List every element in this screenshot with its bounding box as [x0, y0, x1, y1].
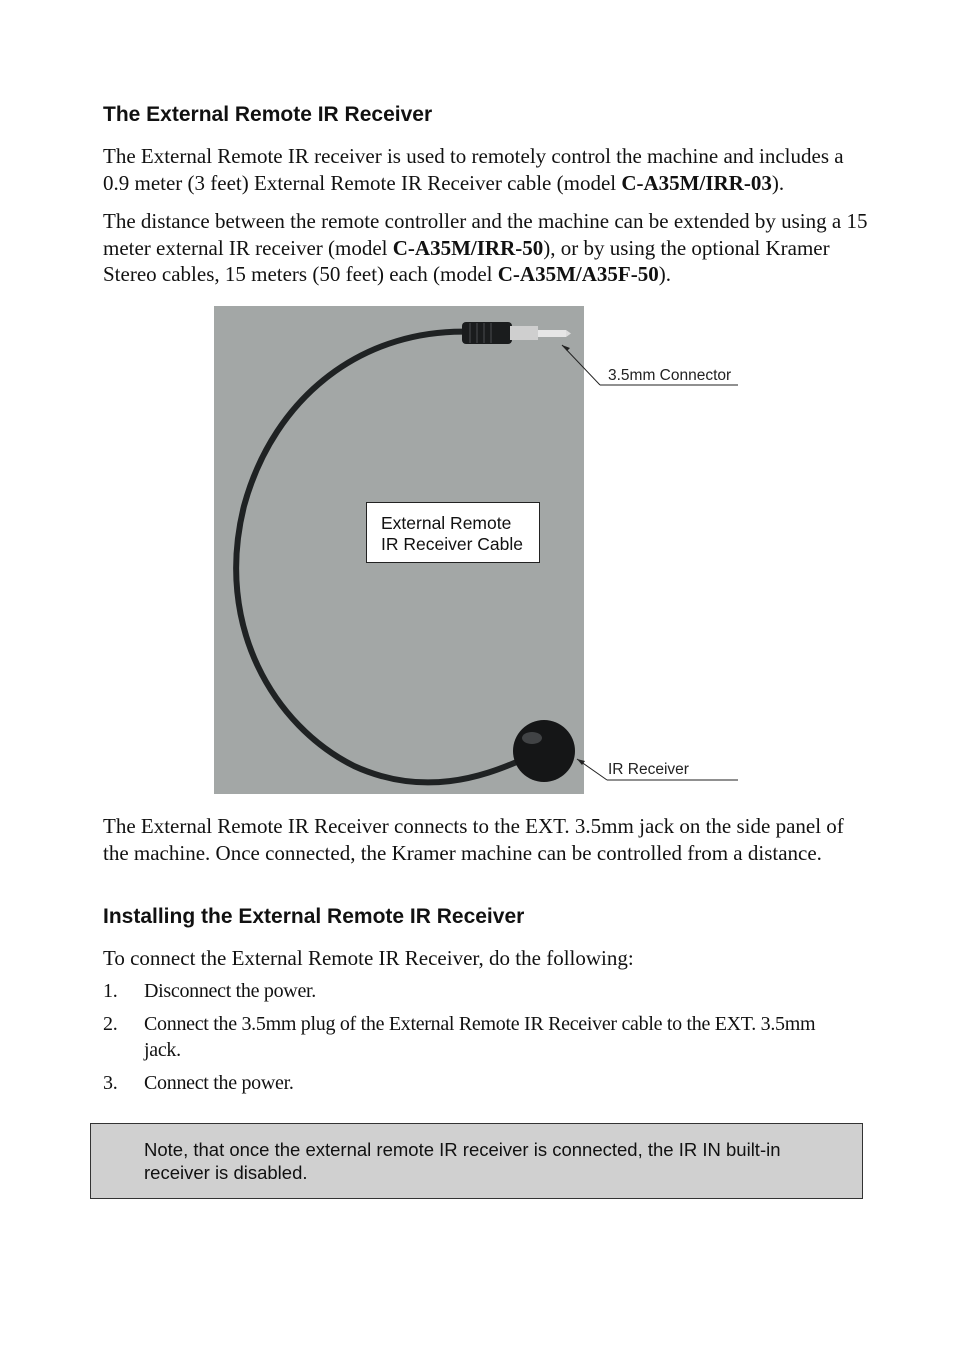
note-text: Note, that once the external remote IR receiver is connected, the IR IN built-in receiver is disabled.	[144, 1139, 781, 1183]
model-number: C-A35M/IRR-03	[621, 170, 772, 195]
receiver-callout-label: IR Receiver	[608, 761, 689, 778]
step-number: 1.	[103, 980, 118, 1002]
step-text: Disconnect the power.	[144, 980, 316, 1002]
step-number: 3.	[103, 1072, 118, 1094]
step-text: Connect the power.	[144, 1072, 294, 1094]
paragraph-text: The External Remote IR receiver is used to remotely control the machine and includes a 0.9 meter (3 feet) External Remote IR Receiver cable (model	[103, 144, 844, 195]
paragraph-intro	[103, 143, 873, 196]
paragraph-distance	[103, 208, 873, 288]
model-number: C-A35M/IRR-50	[392, 235, 544, 260]
callout-lines	[555, 335, 745, 785]
paragraph-text: ), or by using the optional Kramer Stereo cables, 15 meters (50 feet) each (model	[103, 235, 830, 286]
steps-intro: To connect the External Remote IR Receiver, do the following:	[103, 946, 634, 970]
connector-barrel	[510, 326, 538, 340]
section-heading-installing: Installing the External Remote IR Receiver	[103, 905, 525, 928]
connector-callout-label: 3.5mm Connector	[608, 367, 732, 384]
model-number: C-A35M/A35F-50	[497, 262, 659, 286]
step-text: Connect the 3.5mm plug of the External Remote IR Receiver cable to the EXT. 3.5mm jack.	[144, 1013, 816, 1061]
cable-label-line: External Remote	[381, 513, 512, 533]
section-heading-external-remote: The External Remote IR Receiver	[103, 103, 433, 126]
note-box	[90, 1123, 863, 1199]
cable-label-box	[366, 502, 540, 563]
paragraph-text: ).	[771, 170, 785, 195]
cable-label-line: IR Receiver Cable	[381, 534, 523, 554]
step-number: 2.	[103, 1013, 118, 1035]
paragraph-text: ).	[658, 262, 671, 286]
paragraph-text: The distance between the remote controller and the machine can be extended by using a 15 meter external IR receiver (model	[103, 209, 868, 260]
paragraph-connects: The External Remote IR Receiver connects to the EXT. 3.5mm jack on the side panel of the machine. Once connected, the Kramer machine can be controlled from a distance.	[103, 814, 844, 865]
